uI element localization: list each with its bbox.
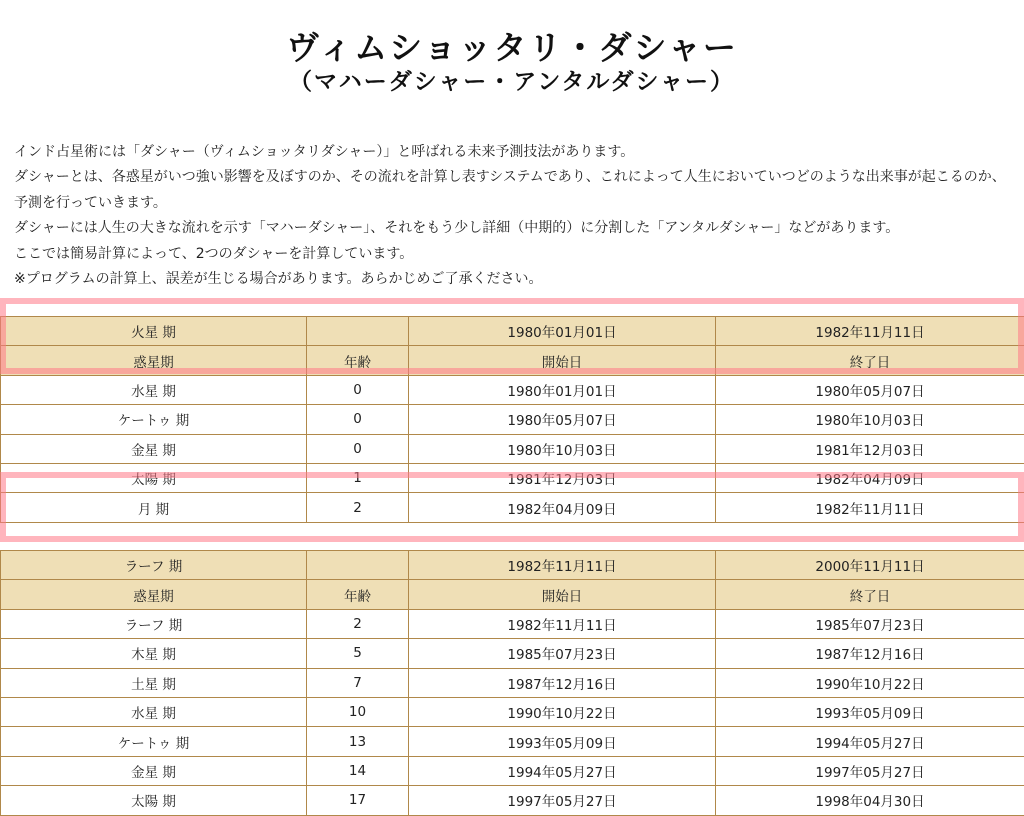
- row-end: 1980年10月03日: [716, 405, 1024, 434]
- row-end: 1982年04月09日: [716, 463, 1024, 492]
- col-age: 年齢: [307, 346, 409, 375]
- page-header: [0, 0, 1024, 104]
- row-start: 1987年12月16日: [409, 668, 716, 697]
- maha-end: 1982年11月11日: [716, 317, 1024, 346]
- row-planet: 木星 期: [1, 639, 307, 668]
- row-end: 1980年05月07日: [716, 375, 1024, 404]
- row-age: 2: [307, 609, 409, 638]
- col-end: 終了日: [716, 346, 1024, 375]
- row-start: 1981年12月03日: [409, 463, 716, 492]
- row-end: 1990年10月22日: [716, 668, 1024, 697]
- row-age: 0: [307, 405, 409, 434]
- dasha-table-mars: [0, 316, 1024, 523]
- page-subtitle: （マハーダシャー・アンタルダシャー）: [0, 68, 1024, 96]
- row-planet: 金星 期: [1, 756, 307, 785]
- row-end: 1985年07月23日: [716, 609, 1024, 638]
- intro-line: インド占星術には「ダシャー（ヴィムショッタリダシャー）」と呼ばれる未来予測技法があります。: [14, 140, 1014, 165]
- row-planet: 金星 期: [1, 434, 307, 463]
- row-planet: ラーフ 期: [1, 609, 307, 638]
- row-end: 1994年05月27日: [716, 727, 1024, 756]
- row-age: 17: [307, 786, 409, 815]
- row-end: 1981年12月03日: [716, 434, 1024, 463]
- column-header-row: [1, 580, 1024, 609]
- row-end: 1997年05月27日: [716, 756, 1024, 785]
- maha-dasha-row: [1, 317, 1024, 346]
- row-planet: 水星 期: [1, 697, 307, 726]
- table-row: [1, 609, 1024, 638]
- row-start: 1994年05月27日: [409, 756, 716, 785]
- row-planet: 太陽 期: [1, 463, 307, 492]
- column-header-row: [1, 346, 1024, 375]
- row-planet: 月 期: [1, 493, 307, 522]
- intro-line: ダシャーとは、各惑星がいつ強い影響を及ぼすのか、その流れを計算し表すシステムであり、これによって人生においていつどのような出来事が起こるのか、予測を行っていきます。: [14, 165, 1014, 216]
- row-start: 1997年05月27日: [409, 786, 716, 815]
- col-end: 終了日: [716, 580, 1024, 609]
- row-end: 1998年04月30日: [716, 786, 1024, 815]
- row-start: 1985年07月23日: [409, 639, 716, 668]
- col-start: 開始日: [409, 580, 716, 609]
- row-age: 2: [307, 493, 409, 522]
- table-row: [1, 639, 1024, 668]
- row-start: 1980年05月07日: [409, 405, 716, 434]
- table-row: [1, 375, 1024, 404]
- row-end: 1987年12月16日: [716, 639, 1024, 668]
- row-start: 1993年05月09日: [409, 727, 716, 756]
- maha-planet: ラーフ 期: [1, 551, 307, 580]
- intro-text: [14, 140, 1014, 292]
- row-age: 5: [307, 639, 409, 668]
- row-start: 1982年11月11日: [409, 609, 716, 638]
- intro-line: ※プログラムの計算上、誤差が生じる場合があります。あらかじめご了承ください。: [14, 267, 1014, 292]
- col-planet: 惑星期: [1, 580, 307, 609]
- table-row: [1, 668, 1024, 697]
- maha-start: 1982年11月11日: [409, 551, 716, 580]
- table-row: [1, 727, 1024, 756]
- row-age: 0: [307, 434, 409, 463]
- row-start: 1990年10月22日: [409, 697, 716, 726]
- row-age: 7: [307, 668, 409, 697]
- page-title: ヴィムショッタリ・ダシャー: [0, 28, 1024, 68]
- row-start: 1980年01月01日: [409, 375, 716, 404]
- col-start: 開始日: [409, 346, 716, 375]
- row-planet: ケートゥ 期: [1, 405, 307, 434]
- intro-line: ここでは簡易計算によって、2つのダシャーを計算しています。: [14, 242, 1014, 267]
- row-end: 1982年11月11日: [716, 493, 1024, 522]
- col-age: 年齢: [307, 580, 409, 609]
- row-age: 0: [307, 375, 409, 404]
- maha-age: [307, 551, 409, 580]
- maha-end: 2000年11月11日: [716, 551, 1024, 580]
- table-row: [1, 697, 1024, 726]
- table-row: [1, 405, 1024, 434]
- row-age: 14: [307, 756, 409, 785]
- row-start: 1980年10月03日: [409, 434, 716, 463]
- dasha-table-rahu: [0, 550, 1024, 816]
- row-planet: 水星 期: [1, 375, 307, 404]
- table-row: [1, 493, 1024, 522]
- table-row: [1, 756, 1024, 785]
- row-planet: 土星 期: [1, 668, 307, 697]
- col-planet: 惑星期: [1, 346, 307, 375]
- row-age: 13: [307, 727, 409, 756]
- row-age: 10: [307, 697, 409, 726]
- maha-start: 1980年01月01日: [409, 317, 716, 346]
- maha-dasha-row: [1, 551, 1024, 580]
- row-start: 1982年04月09日: [409, 493, 716, 522]
- row-planet: 太陽 期: [1, 786, 307, 815]
- intro-line: ダシャーには人生の大きな流れを示す「マハーダシャー」、それをもう少し詳細（中期的）に分割した「アンタルダシャー」などがあります。: [14, 216, 1014, 241]
- row-end: 1993年05月09日: [716, 697, 1024, 726]
- row-age: 1: [307, 463, 409, 492]
- maha-age: [307, 317, 409, 346]
- table-row: [1, 463, 1024, 492]
- table-row: [1, 786, 1024, 815]
- maha-planet: 火星 期: [1, 317, 307, 346]
- row-planet: ケートゥ 期: [1, 727, 307, 756]
- table-row: [1, 434, 1024, 463]
